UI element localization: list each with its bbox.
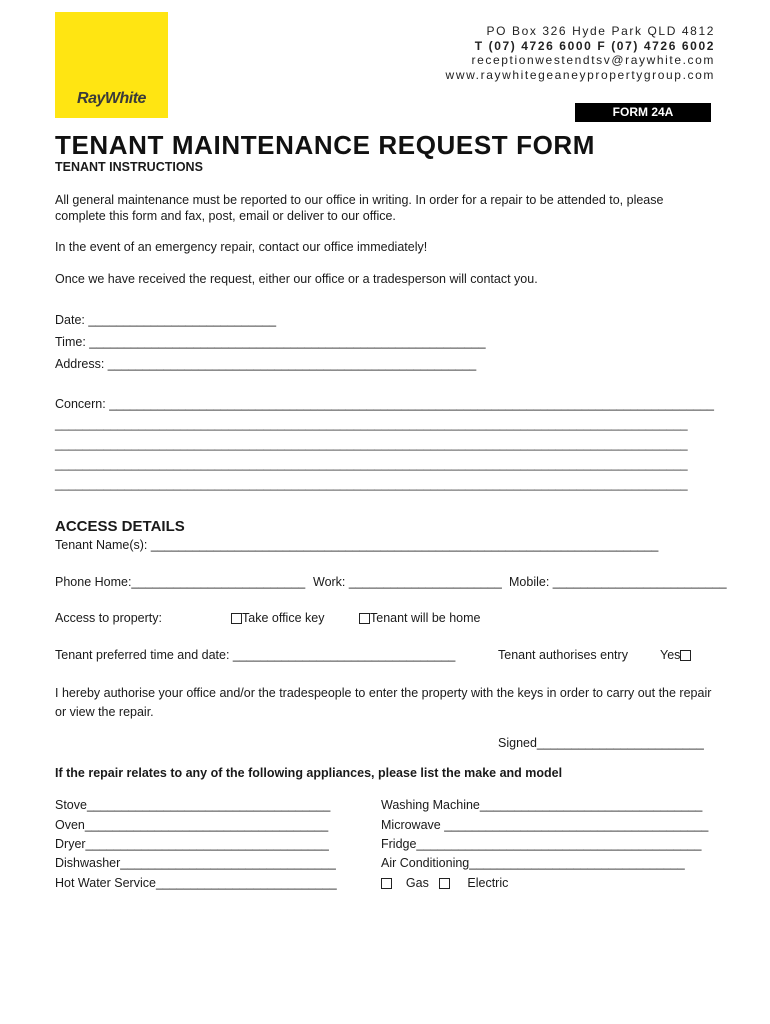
authorises-entry-yes-option[interactable] <box>660 648 691 662</box>
take-office-key-checkbox[interactable] <box>231 613 242 624</box>
tenant-names-field[interactable]: Tenant Name(s): _________________________________________________________________________ <box>55 538 659 552</box>
concern-line[interactable]: ___________________________________________________________________________________________ <box>55 437 688 451</box>
contact-block <box>446 24 715 82</box>
air-conditioning-field[interactable]: Air Conditioning_______________________________ <box>381 856 685 870</box>
authorises-entry-checkbox[interactable] <box>680 650 691 661</box>
time-field[interactable]: Time: _________________________________________________________ <box>55 335 486 349</box>
page-title: TENANT MAINTENANCE REQUEST FORM <box>55 130 596 160</box>
access-details-heading: ACCESS DETAILS <box>55 518 185 535</box>
hot-water-service-field[interactable]: Hot Water Service__________________________ <box>55 876 337 890</box>
authorisation-statement: I hereby authorise your office and/or the tradespeople to enter the property with the keys in order to carry out the repair or view the repair. <box>55 686 712 719</box>
microwave-field[interactable]: Microwave ______________________________________ <box>381 818 709 832</box>
yes-label: Yes <box>660 648 681 662</box>
appliances-heading: If the repair relates to any of the following appliances, please list the make and model <box>55 766 563 780</box>
work-phone-field[interactable]: Work: ______________________ <box>313 575 502 589</box>
concern-line[interactable]: ___________________________________________________________________________________________ <box>55 477 688 491</box>
access-to-property-label: Access to property: <box>55 611 162 625</box>
concern-field[interactable]: Concern: _______________________________________________________________________________________ <box>55 397 715 411</box>
contact-phones: T (07) 4726 6000 F (07) 4726 6002 <box>474 38 715 53</box>
concern-line[interactable]: ___________________________________________________________________________________________ <box>55 417 688 431</box>
phone-home-field[interactable]: Phone Home:_________________________ <box>55 575 306 589</box>
gas-label: Gas <box>405 876 429 890</box>
contact-email: receptionwestendtsv@raywhite.com <box>471 53 715 68</box>
electric-label: Electric <box>467 876 509 890</box>
tenant-home-option[interactable] <box>359 611 480 625</box>
mobile-field[interactable]: Mobile: _________________________ <box>509 575 727 589</box>
electric-option[interactable] <box>439 876 508 890</box>
instructions-heading: TENANT INSTRUCTIONS <box>55 160 203 174</box>
authorises-entry-label: Tenant authorises entry <box>498 648 628 662</box>
concern-line[interactable]: ___________________________________________________________________________________________ <box>55 457 688 471</box>
tenant-home-checkbox[interactable] <box>359 613 370 624</box>
washing-machine-field[interactable]: Washing Machine________________________________ <box>381 798 703 812</box>
gas-option[interactable] <box>381 876 429 890</box>
dryer-field[interactable]: Dryer___________________________________ <box>55 837 329 851</box>
electric-checkbox[interactable] <box>439 878 450 889</box>
preferred-time-field[interactable]: Tenant preferred time and date: ________________________________ <box>55 648 456 662</box>
take-office-key-label: Take office key <box>242 611 325 625</box>
tenant-home-label: Tenant will be home <box>370 611 481 625</box>
instructions-paragraph-3: Once we have received the request, either our office or a tradesperson will contact you. <box>55 272 538 286</box>
oven-field[interactable]: Oven___________________________________ <box>55 818 329 832</box>
form-number-badge: FORM 24A <box>575 103 711 122</box>
raywhite-logo <box>55 12 168 118</box>
address-field[interactable]: Address: _____________________________________________________ <box>55 357 477 371</box>
take-office-key-option[interactable] <box>231 611 324 625</box>
instructions-paragraph-1: All general maintenance must be reported to our office in writing. In order for a repair to be attended to, please complete this form and fax, post, email or deliver to our office. <box>55 193 664 223</box>
gas-checkbox[interactable] <box>381 878 392 889</box>
instructions-paragraph-2: In the event of an emergency repair, contact our office immediately! <box>55 240 428 254</box>
fridge-field[interactable]: Fridge_________________________________________ <box>381 837 702 851</box>
signature-field[interactable]: Signed________________________ <box>498 736 704 750</box>
logo-text: RayWhite <box>77 90 146 107</box>
contact-website: www.raywhitegeaneypropertygroup.com <box>445 67 715 82</box>
dishwasher-field[interactable]: Dishwasher_______________________________ <box>55 856 336 870</box>
contact-address: PO Box 326 Hyde Park QLD 4812 <box>486 24 715 38</box>
date-field[interactable]: Date: ___________________________ <box>55 313 277 327</box>
stove-field[interactable]: Stove___________________________________ <box>55 798 331 812</box>
